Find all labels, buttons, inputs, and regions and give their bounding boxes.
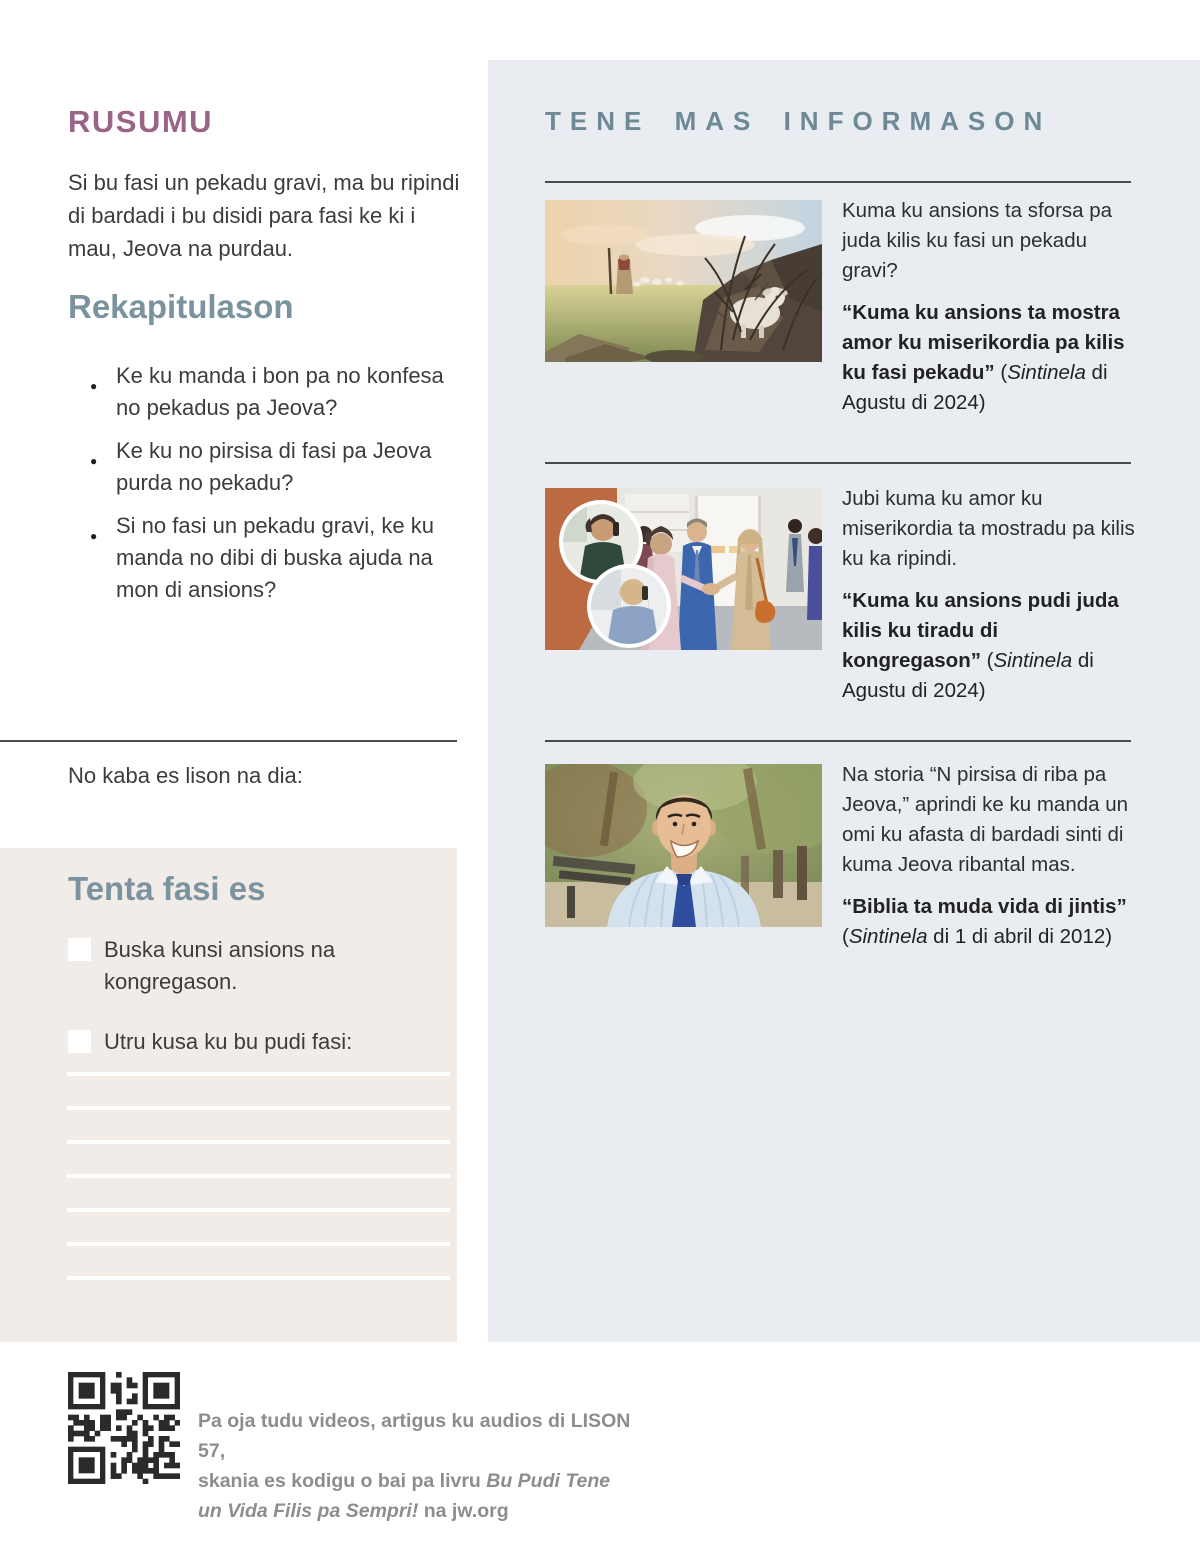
info-question: Na storia “N pirsisa di riba pa Jeova,” aprindi ke ku manda un omi ku afasta di bardadi sinti di kuma Jeova ribantal mas. bbox=[842, 763, 1129, 876]
shepherd-lost-lamb-illustration bbox=[545, 200, 822, 362]
summary-text: Si bu fasi un pekadu gravi, ma bu ripindi di bardadi i bu disidi para fasi ke ki i mau, Jeova na purdau. bbox=[68, 170, 460, 261]
info-reference: “Kuma ku ansions pudi juda kilis ku tiradu di kongregason” (Sintinela di Agustu di 2024) bbox=[842, 589, 1119, 702]
task-checkbox[interactable] bbox=[68, 1030, 91, 1053]
try-it-title: Tenta fasi es bbox=[68, 870, 266, 907]
task-item bbox=[68, 1026, 398, 1058]
more-information-title: TENE MAS INFORMASON bbox=[545, 106, 1052, 136]
write-line bbox=[67, 1242, 450, 1246]
task-label: Utru kusa ku bu pudi fasi: bbox=[104, 1029, 353, 1054]
finish-lesson-label: No kaba es lison na dia: bbox=[68, 763, 303, 788]
qr-code bbox=[68, 1372, 180, 1484]
info-reference: “Biblia ta muda vida di jintis” (Sintinela di 1 di abril di 2012) bbox=[842, 895, 1127, 948]
review-title: Rekapitulason bbox=[68, 288, 294, 325]
section-divider bbox=[545, 181, 1131, 183]
task-item bbox=[68, 934, 398, 998]
phone-call-inset-2 bbox=[588, 565, 670, 647]
write-line bbox=[67, 1208, 450, 1212]
write-line bbox=[67, 1174, 450, 1178]
write-line bbox=[67, 1072, 450, 1076]
task-checkbox[interactable] bbox=[68, 938, 91, 961]
write-lines bbox=[67, 1072, 450, 1310]
info-question: Jubi kuma ku amor ku miserikordia ta mostradu pa kilis ku ka ripindi. bbox=[842, 487, 1135, 570]
write-line bbox=[67, 1140, 450, 1144]
footer-note: Pa oja tudu videos, artigus ku audios di LISON 57, skania es kodigu o bai pa livru Bu Pudi Tene un Vida Filis pa Sempri! na jw.org bbox=[198, 1410, 631, 1522]
info-block-3 bbox=[842, 760, 1138, 952]
review-question: ● Ke ku no pirsisa di fasi pa Jeova purda no pekadu? bbox=[88, 435, 470, 499]
info-question: Kuma ku ansions ta sforsa pa juda kilis ku fasi un pekadu gravi? bbox=[842, 199, 1113, 282]
left-column-divider bbox=[0, 740, 457, 742]
info-block-1 bbox=[842, 196, 1138, 418]
smiling-man-portrait-photo bbox=[545, 764, 822, 927]
section-divider bbox=[545, 462, 1131, 464]
congregation-welcome-photo bbox=[545, 488, 822, 650]
write-line bbox=[67, 1106, 450, 1110]
task-label: Buska kunsi ansions na kongregason. bbox=[104, 937, 336, 994]
info-block-2 bbox=[842, 484, 1138, 706]
section-divider bbox=[545, 740, 1131, 742]
review-question: ● Si no fasi un pekadu gravi, ke ku manda no dibi di buska ajuda na mon di ansions? bbox=[88, 510, 470, 606]
summary-title: RUSUMU bbox=[68, 104, 214, 139]
write-line bbox=[67, 1276, 450, 1280]
review-question-list bbox=[88, 360, 470, 617]
info-reference: “Kuma ku ansions ta mostra amor ku miserikordia pa kilis ku fasi pekadu” (Sintinela di Agustu di 2024) bbox=[842, 301, 1125, 414]
review-question: ● Ke ku manda i bon pa no konfesa no pekadus pa Jeova? bbox=[88, 360, 470, 424]
try-it-section bbox=[0, 848, 457, 1342]
